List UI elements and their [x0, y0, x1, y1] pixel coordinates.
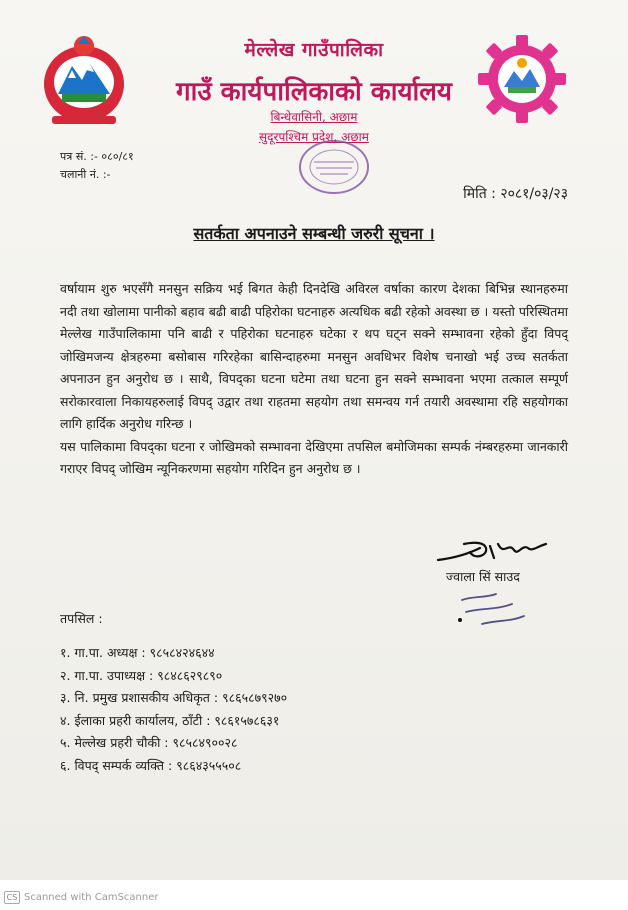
body-paragraph-2: यस पालिकामा विपद्का घटना र जोखिमको सम्भावना देखिएमा तपसिल बमोजिमका सम्पर्क नंम्बरहरुमा जानकारी गराएर विपद् जोखिम न्यूनिकरणमा सहयोग गरिदिन हुन अनुरोध छ । — [60, 438, 568, 476]
chairperson-stamp-icon — [452, 586, 548, 638]
office-province: सुदूरपश्चिम प्रदेश, अछाम — [259, 130, 369, 144]
office-name: गाउँ कार्यपालिकाको कार्यालय — [176, 77, 452, 107]
contact-item-admin-officer: ३. नि. प्रमुख प्रशासकीय अधिकृत : ९८६५८७९२७० — [60, 690, 288, 705]
office-stamp-icon — [296, 138, 372, 196]
camscanner-logo-icon: CS — [4, 891, 20, 904]
contact-list — [60, 642, 287, 777]
contact-item-vice-chairperson: २. गा.पा. उपाध्यक्ष : ९८४८६२९८९० — [60, 667, 223, 683]
handwritten-signature-icon — [434, 534, 552, 568]
reference-block — [60, 148, 134, 184]
contact-item-disaster-contact: ६. विपद् सम्पर्क व्यक्ति : ९८६४३५५५०८ — [60, 757, 242, 773]
dispatch-number: चलानी नं. :- — [60, 168, 111, 181]
contact-item-chairperson: १. गा.पा. अध्यक्ष : ९८५८४२४६४४ — [60, 645, 215, 660]
reference-number: पत्र सं. :- ०८०/८१ — [60, 150, 134, 163]
annex-label: तपसिल : — [60, 611, 103, 626]
notice-body — [60, 278, 568, 481]
contact-item-police-post: ५. मेल्लेख प्रहरी चौकी : ९८५८४९००२८ — [60, 735, 238, 750]
scanner-text: Scanned with CamScanner — [24, 892, 159, 903]
municipality-name: मेल्लेख गाउँपालिका — [244, 39, 384, 61]
notice-subject: सतर्कता अपनाउने सम्बन्धी जरुरी सूचना । — [193, 224, 435, 243]
contact-item-area-police: ४. ईलाका प्रहरी कार्यालय, ठाँटी : ९८६१५७८६३१ — [60, 712, 280, 728]
signatory-name: ज्वाला सिं साउद — [446, 569, 520, 584]
body-paragraph-1: वर्षायाम शुरु भएसँगै मनसुन सक्रिय भई बिगत केही दिनदेखि अविरल वर्षाका कारण देशका बिभिन्न स्थानहरुमा नदी तथा खोलामा पानीको बहाव बढी बाढी पहिरोका घटनाहरु अत्यधिक बढी रहेको अवस्था छ । यस्तो परिस्थितमा मेल्लेख गाउँपालिकामा पनि बाढी र पहिरोका घटनाहरु घटेका र थप घट्न सक्ने सम्भावना रहेको हुँदा विपद् जोखिमजन्य क्षेत्रहरुमा बसोबास गरिरहेका बासिन्दाहरुमा मनसुन अवधिभर विशेष चनाखो भई उच्च सतर्कता अपनाउन हुन अनुरोध छ । साथै, विपद्का घटना घटेमा तथा घटना हुन सक्ने सम्भावना भएमा तत्काल सम्पूर्ण सरोकारवाला निकायहरुलाई विपद् उद्वार तथा राहतमा सहयोग तथा समन्वय गर्न तयारी अवस्थामा रहि सहयोगका लागि हार्दिक अनुरोध गरिन्छ । — [60, 281, 568, 431]
letter-date: मिति : २०८१/०३/२३ — [463, 186, 568, 202]
office-location: बिन्धेवासिनी, अछाम — [270, 110, 358, 124]
municipality-gear-logo-icon — [476, 33, 568, 125]
scanner-watermark — [4, 891, 159, 904]
